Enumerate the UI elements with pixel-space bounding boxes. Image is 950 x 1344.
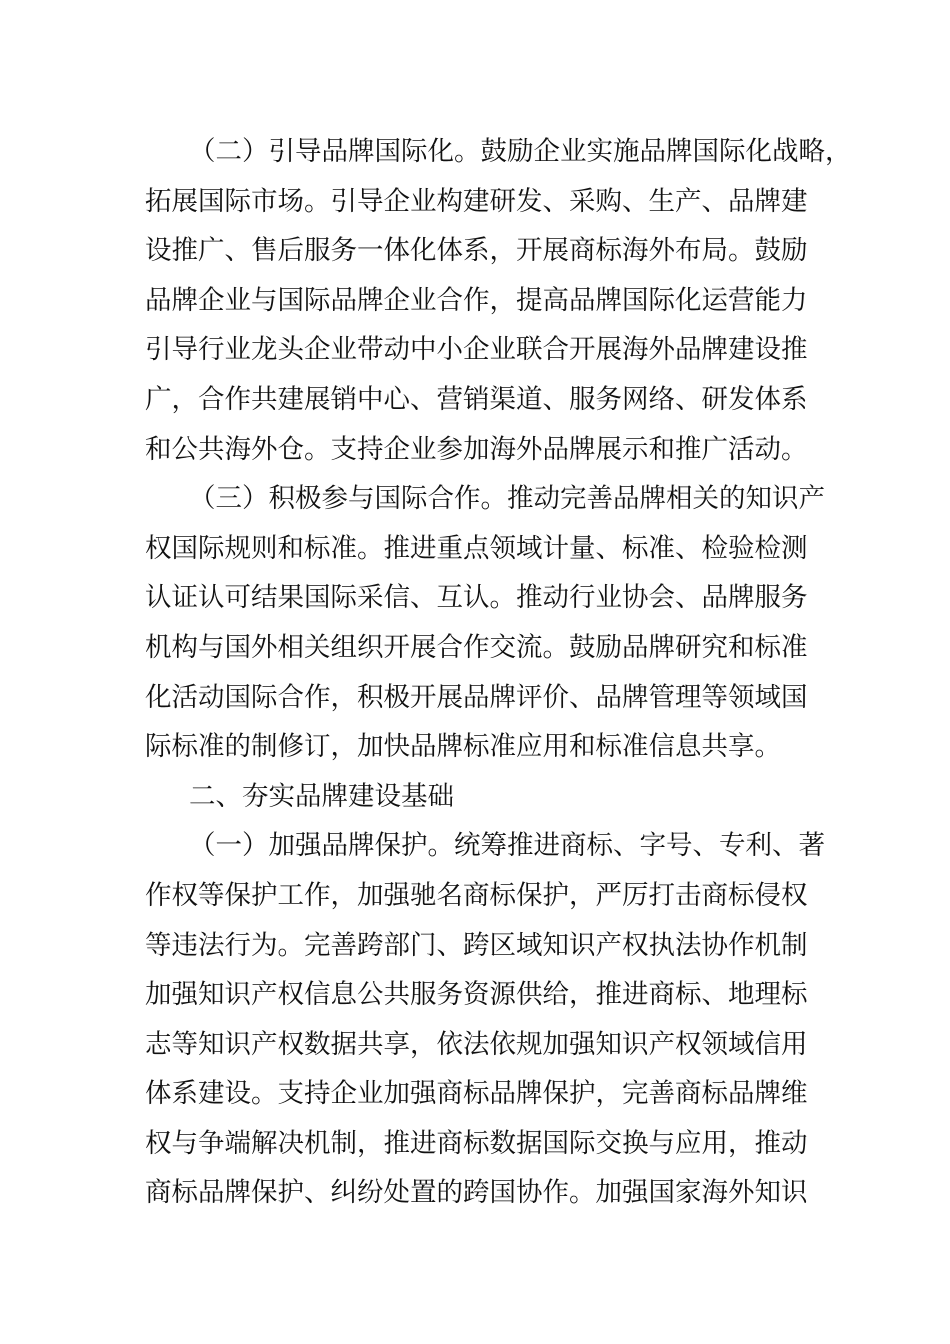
document-body	[145, 127, 852, 1218]
text-line: 加强知识产权信息公共服务资源供给，推进商标、地理标	[145, 979, 808, 1011]
text-line: 引导行业龙头企业带动中小企业联合开展海外品牌建设推	[145, 334, 808, 366]
section-heading-text: 二、夯实品牌建设基础	[189, 780, 454, 812]
paragraph-brand-internationalization	[145, 127, 852, 474]
text-line: 志等知识产权数据共享，依法依规加强知识产权领域信用	[145, 1028, 808, 1060]
text-line: 和公共海外仓。支持企业参加海外品牌展示和推广活动。	[145, 433, 808, 465]
text-line: 体系建设。支持企业加强商标品牌保护，完善商标品牌维	[145, 1078, 808, 1110]
text-line: （二）引导品牌国际化。鼓励企业实施品牌国际化战略，	[189, 136, 852, 167]
text-line: （三）积极参与国际合作。推动完善品牌相关的知识产	[189, 483, 825, 515]
text-line: 作权等保护工作，加强驰名商标保护，严厉打击商标侵权	[145, 879, 808, 911]
text-line: （一）加强品牌保护。统筹推进商标、字号、专利、著	[189, 830, 825, 862]
text-line: 拓展国际市场。引导企业构建研发、采购、生产、品牌建	[145, 185, 808, 217]
paragraph-brand-protection	[145, 821, 825, 1218]
paragraph-international-cooperation	[145, 474, 825, 772]
text-line: 商标品牌保护、纠纷处置的跨国协作。加强国家海外知识	[145, 1177, 808, 1209]
text-line: 化活动国际合作，积极开展品牌评价、品牌管理等领域国	[145, 681, 808, 713]
text-line: 设推广、售后服务一体化体系，开展商标海外布局。鼓励	[145, 235, 808, 267]
text-line: 际标准的制修订，加快品牌标准应用和标准信息共享。	[145, 731, 781, 763]
text-line: 等违法行为。完善跨部门、跨区域知识产权执法协作机制	[145, 929, 808, 961]
text-line: 认证认可结果国际采信、互认。推动行业协会、品牌服务	[145, 582, 808, 614]
text-line: 品牌企业与国际品牌企业合作，提高品牌国际化运营能力	[145, 284, 808, 316]
text-line: 权与争端解决机制，推进商标数据国际交换与应用，推动	[145, 1127, 808, 1159]
section-heading	[145, 772, 825, 822]
text-line: 广，合作共建展销中心、营销渠道、服务网络、研发体系	[145, 383, 808, 415]
text-line: 机构与国外相关组织开展合作交流。鼓励品牌研究和标准	[145, 631, 808, 663]
text-line: 权国际规则和标准。推进重点领域计量、标准、检验检测	[145, 532, 808, 564]
